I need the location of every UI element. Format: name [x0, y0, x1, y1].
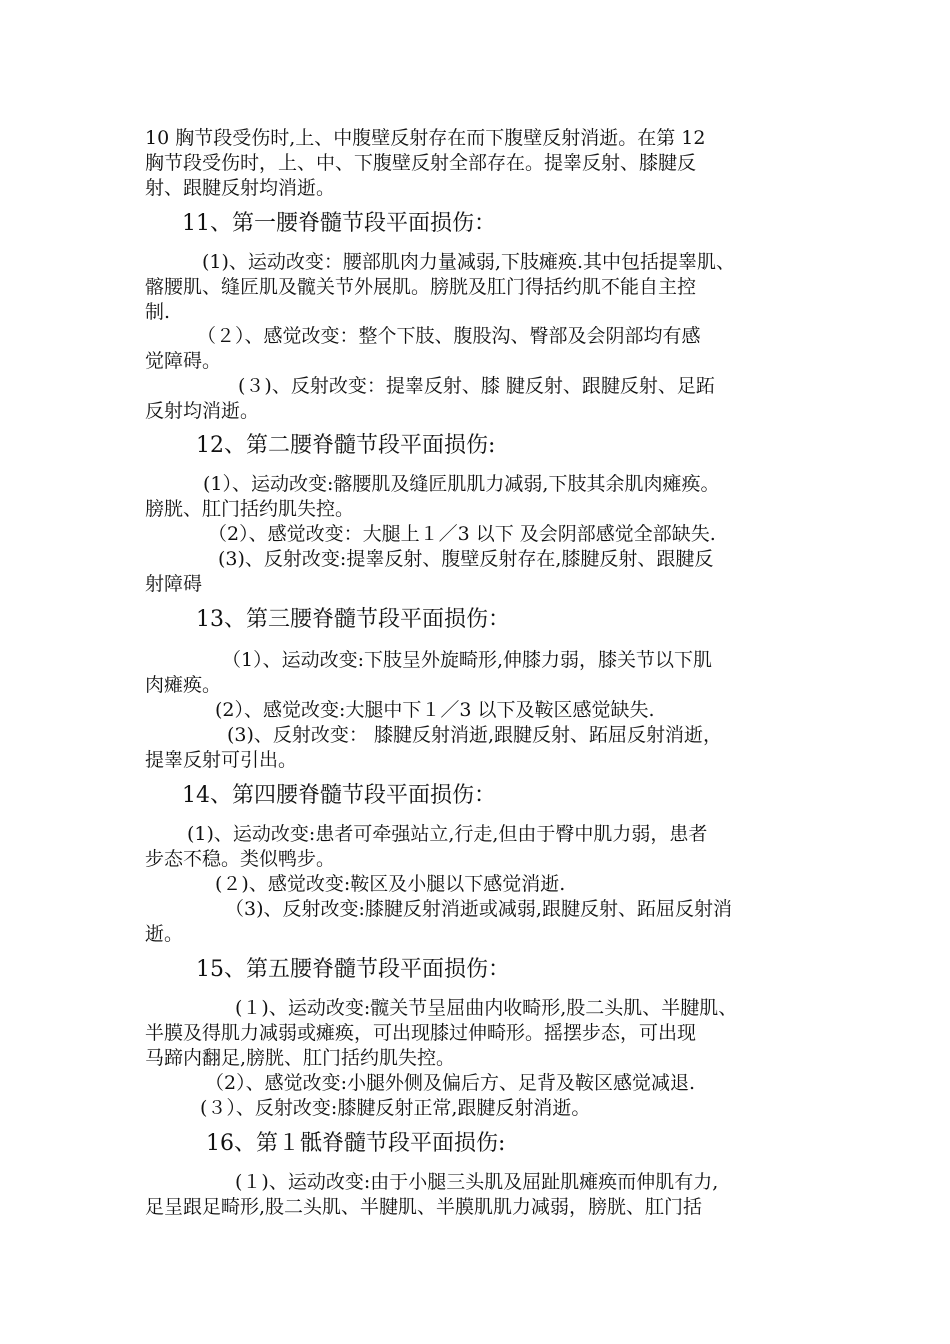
s14-sensory-paragraph [145, 872, 817, 897]
text-line: (1)、运动改变:患者可牵强站立,行走,但由于臀中肌力弱，患者 [187, 823, 708, 845]
intro-paragraph [145, 126, 817, 201]
s13-motor-paragraph [145, 648, 817, 698]
text-line: 反射均消逝。 [145, 400, 260, 422]
text-line: 觉障碍。 [145, 350, 222, 372]
text-line: (３）、反射改变:膝腱反射正常,跟腱反射消逝。 [200, 1097, 591, 1119]
text-line: 制. [145, 301, 171, 323]
text-line: (3)、反射改变： 膝腱反射消逝,跟腱反射、跖屈反射消逝， [227, 724, 722, 746]
s15-reflex-paragraph [145, 1096, 817, 1121]
section-16-heading: 16、第１骶脊髓节段平面损伤: [206, 1131, 506, 1156]
s12-sensory-paragraph [145, 522, 817, 547]
text-line: 步态不稳。类似鸭步。 [145, 848, 336, 870]
text-line: (2）、感觉改变:大腿中下１／3 以下及鞍区感觉缺失. [215, 699, 655, 721]
text-line: 髂腰肌、缝匠肌及髋关节外展肌。膀胱及肛门得括约肌不能自主控 [145, 276, 697, 298]
text-line: 10 胸节段受伤时,上、中腹壁反射存在而下腹壁反射消逝。在第 12 [145, 127, 706, 149]
s11-sensory-paragraph [145, 324, 817, 374]
text-line: （3)、反射改变:膝腱反射消逝或减弱,跟腱反射、跖屈反射消 [225, 898, 732, 920]
s13-sensory-paragraph [145, 698, 817, 723]
text-line: 胸节段受伤时，上、中、下腹壁反射全部存在。提睾反射、膝腱反 [145, 152, 697, 174]
section-14-heading: 14、第四腰脊髓节段平面损伤： [182, 783, 496, 808]
s11-reflex-paragraph [145, 374, 817, 424]
s14-motor-paragraph [145, 822, 817, 872]
text-line: 射、跟腱反射均消逝。 [145, 177, 336, 199]
text-line: 马蹄内翻足,膀胱、肛门括约肌失控。 [145, 1047, 456, 1069]
text-line: (１)、运动改变:髋关节呈屈曲内收畸形,股二头肌、半腱肌、 [235, 997, 738, 1019]
text-line: (２)、感觉改变:鞍区及小腿以下感觉消逝. [215, 873, 566, 895]
s15-motor-paragraph [145, 996, 817, 1071]
text-line: 射障碍 [145, 573, 203, 595]
section-13-heading: 13、第三腰脊髓节段平面损伤： [196, 607, 510, 632]
s15-sensory-paragraph [145, 1071, 817, 1096]
text-line: 膀胱、肛门括约肌失控。 [145, 498, 355, 520]
s11-motor-paragraph [145, 250, 817, 325]
text-line: (1)、运动改变：腰部肌肉力量减弱,下肢瘫痪.其中包括提睾肌、 [202, 251, 735, 273]
section-12-heading: 12、第二腰脊髓节段平面损伤: [196, 433, 496, 458]
s12-motor-paragraph [145, 472, 817, 522]
section-15-heading: 15、第五腰脊髓节段平面损伤： [196, 957, 510, 982]
text-line: （２）、感觉改变：整个下肢、腹股沟、臀部及会阴部均有感 [197, 325, 701, 347]
text-line: (1）、运动改变:髂腰肌及缝匠肌肌力减弱,下肢其余肌肉瘫痪。 [203, 473, 720, 495]
s13-reflex-paragraph [145, 723, 817, 773]
text-line: 足呈跟足畸形,股二头肌、半腱肌、半膜肌肌力减弱，膀胱、肛门括 [145, 1196, 703, 1218]
text-line: 半膜及得肌力减弱或瘫痪，可出现膝过伸畸形。摇摆步态，可出现 [145, 1022, 697, 1044]
s12-reflex-paragraph [145, 547, 817, 597]
text-line: (３)、反射改变：提睾反射、膝 腱反射、跟腱反射、足跖 [238, 375, 715, 397]
text-line: （1）、运动改变:下肢呈外旋畸形,伸膝力弱，膝关节以下肌 [222, 649, 713, 671]
text-line: 提睾反射可引出。 [145, 749, 298, 771]
text-line: （2）、感觉改变：大腿上１／3 以下 及会阴部感觉全部缺失. [208, 523, 716, 545]
text-line: 肉瘫痪。 [145, 674, 222, 696]
s16-motor-paragraph [145, 1170, 817, 1220]
s14-reflex-paragraph [145, 897, 817, 947]
text-line: （2）、感觉改变:小腿外侧及偏后方、足背及鞍区感觉减退. [205, 1072, 696, 1094]
text-line: (１)、运动改变:由于小腿三头肌及屈趾肌瘫痪而伸肌有力, [235, 1171, 719, 1193]
section-11-heading: 11、第一腰脊髓节段平面损伤： [182, 211, 496, 236]
text-line: 逝。 [145, 923, 184, 945]
text-line: (3)、反射改变:提睾反射、腹壁反射存在,膝腱反射、跟腱反 [218, 548, 714, 570]
